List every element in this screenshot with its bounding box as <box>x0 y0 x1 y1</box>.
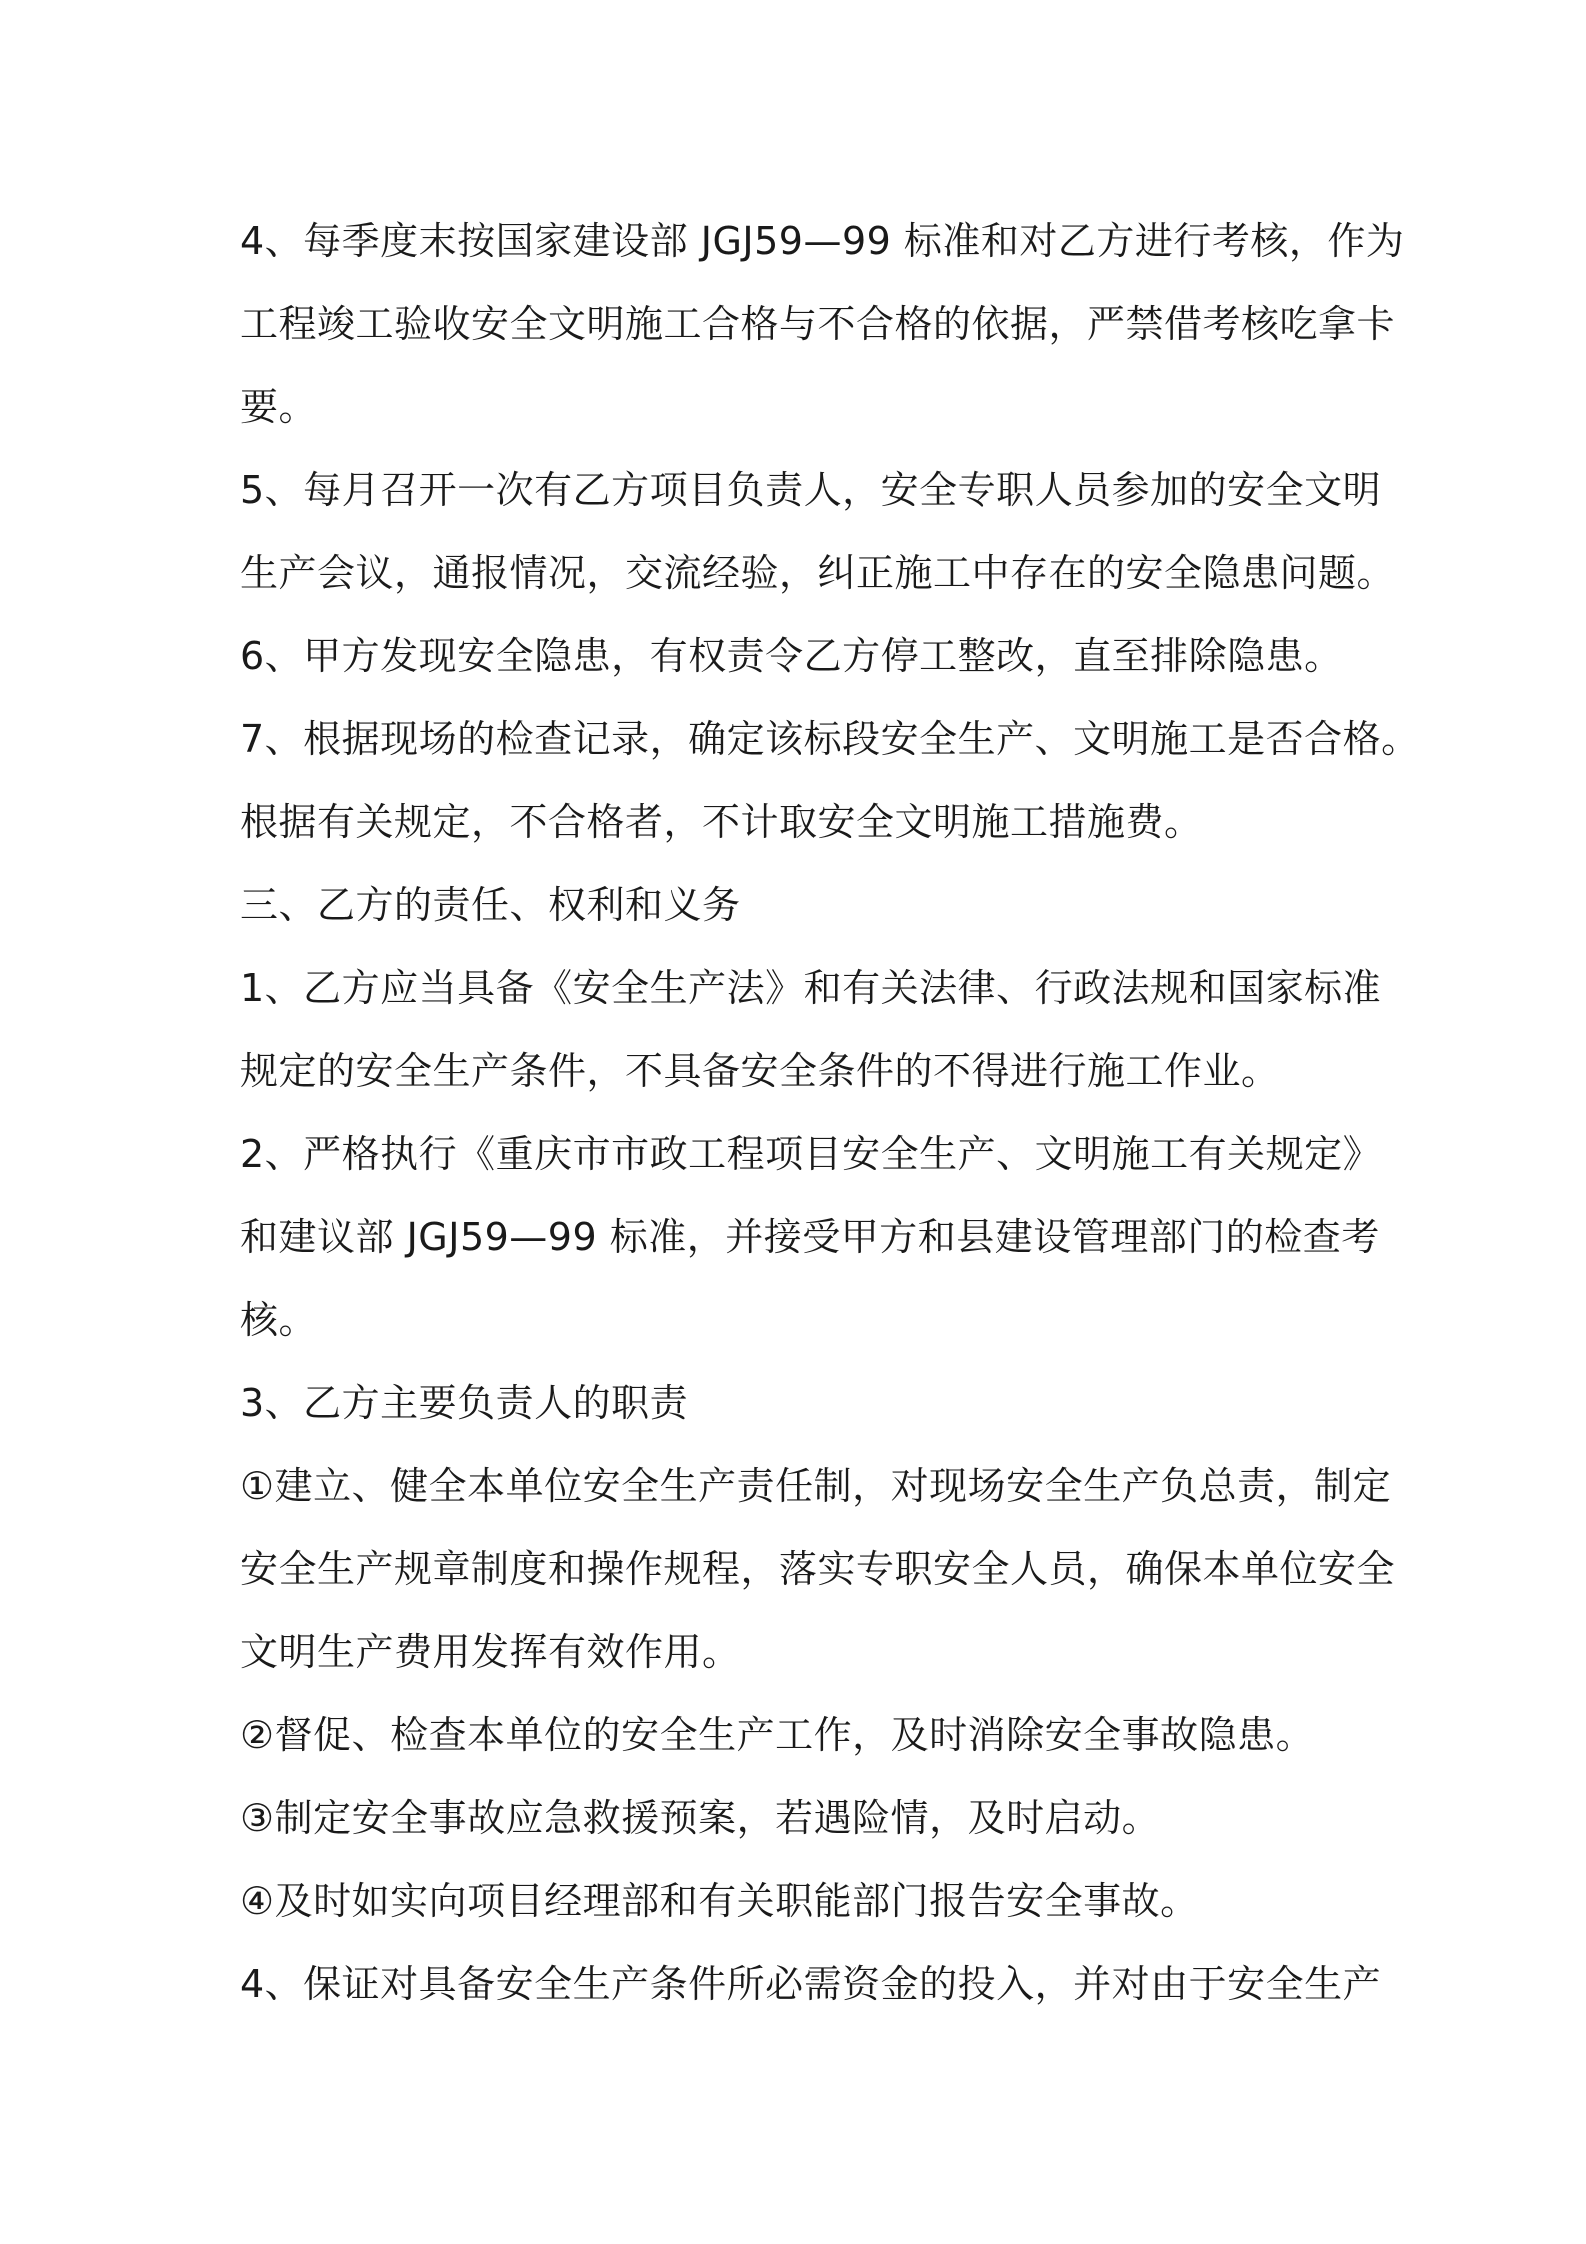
text-line-1: 4、每季度末按国家建设部 JGJ59—99 标准和对乙方进行考核，作为 <box>240 219 1405 263</box>
text-line-21: ④及时如实向项目经理部和有关职能部门报告安全事故。 <box>240 1879 1199 1923</box>
text-line-16: ①建立、健全本单位安全生产责任制，对现场安全生产负总责，制定 <box>240 1464 1392 1508</box>
text-line-18: 文明生产费用发挥有效作用。 <box>240 1630 741 1674</box>
section-heading: 三、乙方的责任、权利和义务 <box>240 883 741 927</box>
text-line-22: 4、保证对具备安全生产条件所必需资金的投入，并对由于安全生产 <box>240 1962 1382 2006</box>
text-line-19: ②督促、检查本单位的安全生产工作，及时消除安全事故隐患。 <box>240 1713 1315 1757</box>
text-line-20: ③制定安全事故应急救援预案，若遇险情，及时启动。 <box>240 1796 1161 1840</box>
text-line-5: 生产会议，通报情况，交流经验，纠正施工中存在的安全隐患问题。 <box>240 551 1396 595</box>
text-line-13: 和建议部 JGJ59—99 标准，并接受甲方和县建设管理部门的检查考 <box>240 1215 1380 1259</box>
text-line-4: 5、每月召开一次有乙方项目负责人，安全专职人员参加的安全文明 <box>240 468 1382 512</box>
text-line-3: 要。 <box>240 385 318 429</box>
text-line-10: 1、乙方应当具备《安全生产法》和有关法律、行政法规和国家标准 <box>240 966 1382 1010</box>
text-line-2: 工程竣工验收安全文明施工合格与不合格的依据，严禁借考核吃拿卡 <box>240 302 1396 346</box>
text-line-14: 核。 <box>240 1298 318 1342</box>
text-line-7: 7、根据现场的检查记录，确定该标段安全生产、文明施工是否合格。 <box>240 717 1420 761</box>
text-line-6: 6、甲方发现安全隐患，有权责令乙方停工整改，直至排除隐患。 <box>240 634 1343 678</box>
text-line-17: 安全生产规章制度和操作规程，落实专职安全人员，确保本单位安全 <box>240 1547 1396 1591</box>
document-body <box>240 200 1420 2026</box>
text-line-8: 根据有关规定，不合格者，不计取安全文明施工措施费。 <box>240 800 1203 844</box>
text-line-12: 2、严格执行《重庆市市政工程项目安全生产、文明施工有关规定》 <box>240 1132 1382 1176</box>
text-line-15: 3、乙方主要负责人的职责 <box>240 1381 689 1425</box>
text-line-11: 规定的安全生产条件，不具备安全条件的不得进行施工作业。 <box>240 1049 1280 1093</box>
